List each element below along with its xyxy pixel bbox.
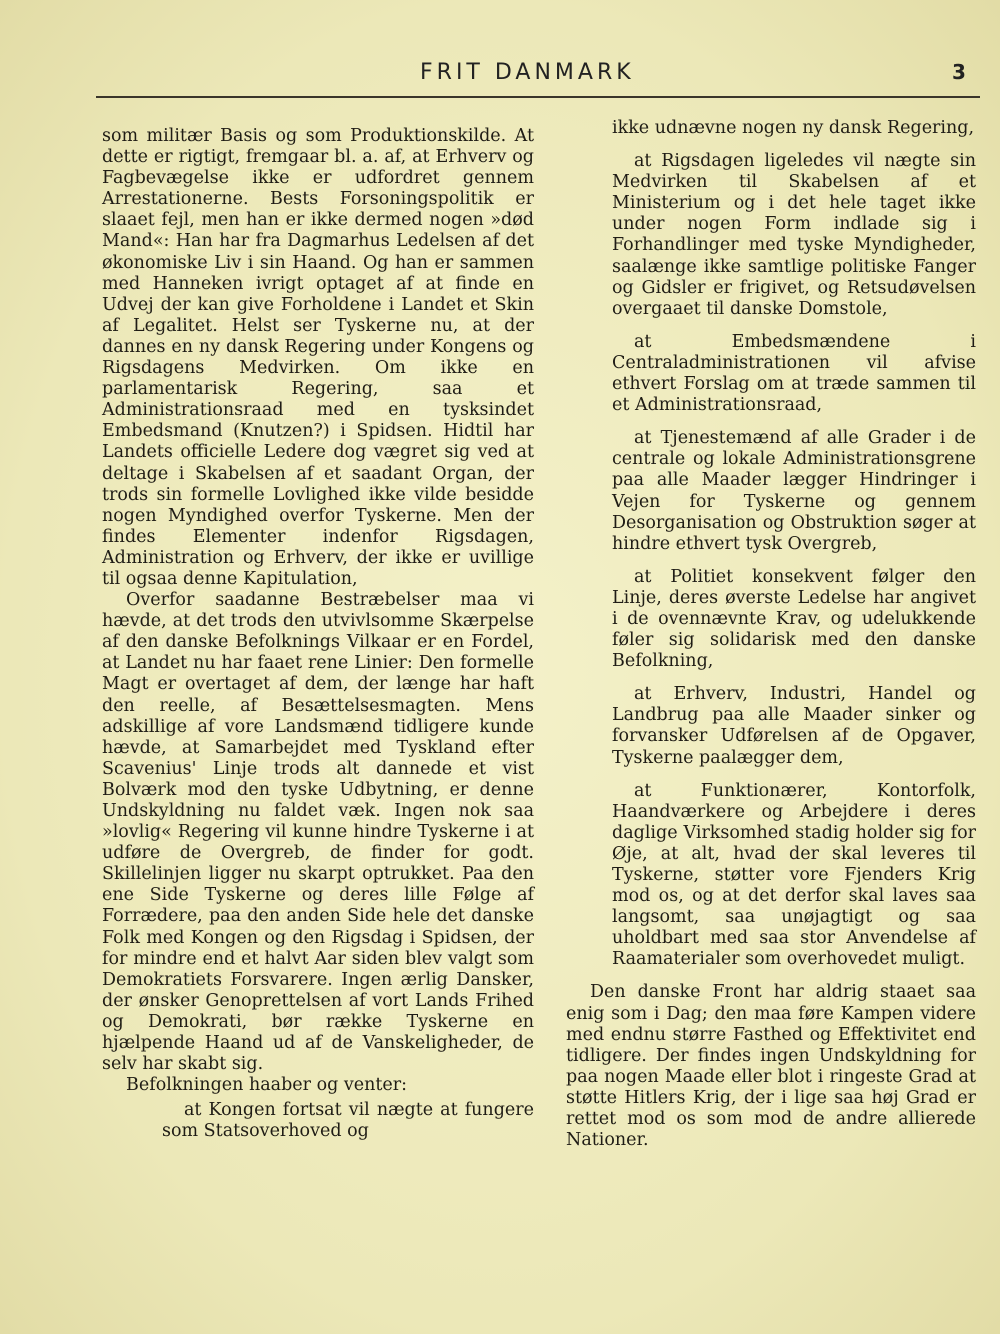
left-column (102, 126, 534, 1143)
left-paragraph-4: at Kongen fortsat vil nægte at fungere som Statsoverhoved og (162, 1100, 534, 1142)
right-paragraph-1: ikke udnævne nogen ny dansk Regering, (612, 118, 975, 138)
left-paragraph-3: Befolkningen haaber og venter: (126, 1075, 408, 1096)
header-rule (96, 96, 980, 98)
right-paragraph-4: at Tjenestemænd af alle Grader i de centrale og lokale Administrationsgrene paa alle Maader lægger Hindringer i Vejen for Tyskerne og gennem Desorganisation og Obstruktion søger at hindre ethvert tysk Overgreb, (612, 428, 976, 554)
left-paragraph-2: Overfor saadanne Bestræbelser maa vi hævde, at det trods den utvivlsomme Skærpelse af den danske Befolknings Vilkaar er en Fordel, at Landet nu har faaet rene Linier: Den formelle Magt er overtaget af dem, der længe har haft den reelle, af Besættelsesmagten. Mens adskillige af vore Landsmænd tidligere kunde hævde, at Samarbejdet med Tyskland efter Scavenius' Linje trods alt dannede et vist Bolværk mod den tyske Udbytning, er denne Undskyldning nu faldet væk. Ingen nok saa »lovlig« Regering vil kunne hindre Tyskerne i at udføre de Overgreb, de finder for godt. Skillelinjen ligger nu skarpt optrukket. Paa den ene Side Tyskerne og deres lille Følge af Forrædere, paa den anden Side hele det danske Folk med Kongen og den Rigsdag i Spidsen, der for mindre end et halvt Aar siden blev valgt som Demokratiets Forsvarere. Ingen ærlig Dansker, der ønsker Genoprettelsen af vort Lands Frihed og Demokrati, bør række Tyskerne en hjælpende Haand ud af de Vanskeligheder, de selv har skabt sig. (102, 590, 534, 1075)
right-paragraph-5: at Politiet konsekvent følger den Linje, deres øverste Ledelse har angivet i de ovennævnte Krav, og udelukkende føler sig solidarisk med den danske Befolkning, (612, 566, 976, 672)
right-column (566, 118, 976, 1151)
right-paragraph-7: at Funktionærer, Kontorfolk, Haandværkere og Arbejdere i deres daglige Virksomhed stadig holder sig for Øje, at alt, hvad der skal leveres til Tyskerne, støtter vore Fjenders Krig mod os, og at det derfor skal laves saa langsomt, saa unøjagtigt og saa uholdbart med saa stor Anvendelse af Raamaterialer som overhovedet muligt. (612, 780, 976, 970)
right-paragraph-2: at Rigsdagen ligeledes vil nægte sin Medvirken til Skabelsen af et Ministerium og i det hele taget ikke under nogen Form indlade sig i Forhandlinger med tyske Myndigheder, saalænge ikke samtlige politiske Fanger og Gidsler er frigivet, og Retsudøvelsen overgaaet til danske Domstole, (612, 151, 976, 319)
right-paragraph-3: at Embedsmændene i Centraladministrationen vil afvise ethvert Forslag om at træde sammen til et Administrationsraad, (612, 331, 976, 416)
masthead: FRIT DANMARK (420, 60, 635, 85)
right-paragraph-6: at Erhverv, Industri, Handel og Landbrug paa alle Maader sinker og forvansker Udførelsen af de Opgaver, Tyskerne paalægger dem, (612, 684, 976, 768)
left-paragraph-1: som militær Basis og som Produktionskilde. At dette er rigtigt, fremgaar bl. a. af, at Erhverv og Fagbevægelse ikke er udfordret gennem Arrestationerne. Bests Forsoningspolitik er slaaet fejl, men han er ikke dermed nogen »død Mand«: Han har fra Dagmarhus Ledelsen af det økonomiske Liv i sin Haand. Og han er sammen med Hanneken ivrigt optaget af at finde en Udvej der kan give Forholdene i Landet et Skin af Legalitet. Helst ser Tyskerne nu, at der dannes en ny dansk Regering under Kongens og Rigsdagens Medvirken. Om ikke en parlamentarisk Regering, saa et Administrationsraad med en tysksindet Embedsmand (Knutzen?) i Spidsen. Hidtil har Landets officielle Ledere dog vægret sig ved at deltage i Skabelsen af et saadant Organ, der trods sin formelle Lovlighed ikke vilde besidde nogen Myndighed overfor Tyskerne. Men der findes Elementer indenfor Rigsdagen, Administration og Erhverv, der ikke er uvillige til ogsaa denne Kapitulation, (102, 126, 534, 589)
right-paragraph-8: Den danske Front har aldrig staaet saa enig som i Dag; den maa føre Kampen videre med endnu større Fasthed og Effektivitet end tidligere. Der findes ingen Undskyldning for paa nogen Maade eller blot i ringeste Grad at støtte Hitlers Krig, der i lige saa høj Grad er rettet mod os som mod de andre allierede Nationer. (566, 982, 976, 1151)
page-number: 3 (952, 60, 966, 84)
